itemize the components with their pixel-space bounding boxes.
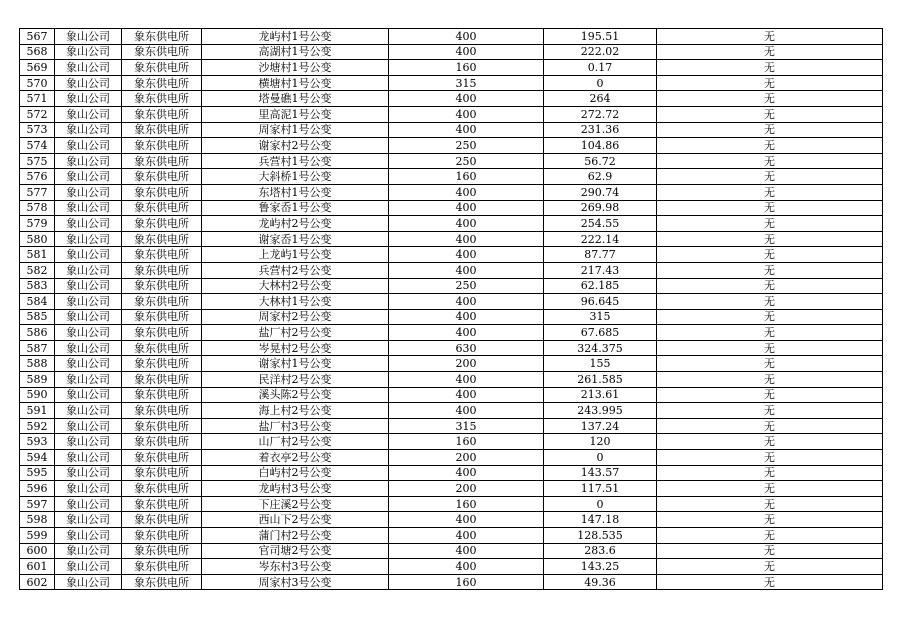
cell-company: 象山公司 — [55, 372, 122, 388]
cell-station: 象东供电所 — [122, 262, 202, 278]
cell-index: 586 — [20, 325, 55, 341]
cell-station: 象东供电所 — [122, 356, 202, 372]
cell-capacity: 400 — [389, 231, 544, 247]
cell-station: 象东供电所 — [122, 138, 202, 154]
cell-company: 象山公司 — [55, 418, 122, 434]
cell-value: 67.685 — [544, 325, 657, 341]
cell-note: 无 — [657, 372, 883, 388]
cell-company: 象山公司 — [55, 75, 122, 91]
cell-note: 无 — [657, 356, 883, 372]
cell-note: 无 — [657, 184, 883, 200]
table-row — [20, 418, 883, 434]
cell-transformer-name: 大林村1号公变 — [202, 294, 389, 310]
cell-station: 象东供电所 — [122, 231, 202, 247]
cell-capacity: 400 — [389, 309, 544, 325]
table-row — [20, 216, 883, 232]
cell-value: 324.375 — [544, 340, 657, 356]
table-row — [20, 91, 883, 107]
cell-station: 象东供电所 — [122, 309, 202, 325]
table-row — [20, 559, 883, 575]
cell-capacity: 400 — [389, 91, 544, 107]
cell-company: 象山公司 — [55, 465, 122, 481]
cell-value: 290.74 — [544, 184, 657, 200]
cell-capacity: 400 — [389, 372, 544, 388]
table-row — [20, 278, 883, 294]
cell-index: 598 — [20, 512, 55, 528]
table-row — [20, 528, 883, 544]
cell-capacity: 400 — [389, 262, 544, 278]
cell-value: 62.9 — [544, 169, 657, 185]
cell-value: 195.51 — [544, 29, 657, 45]
cell-index: 580 — [20, 231, 55, 247]
cell-transformer-name: 鲁家岙1号公变 — [202, 200, 389, 216]
cell-transformer-name: 塔曼礁1号公变 — [202, 91, 389, 107]
cell-company: 象山公司 — [55, 60, 122, 76]
cell-value: 104.86 — [544, 138, 657, 154]
cell-value: 231.36 — [544, 122, 657, 138]
cell-note: 无 — [657, 418, 883, 434]
table-row — [20, 387, 883, 403]
cell-transformer-name: 里高泥1号公变 — [202, 106, 389, 122]
cell-index: 594 — [20, 450, 55, 466]
table-row — [20, 543, 883, 559]
table-row — [20, 403, 883, 419]
cell-capacity: 250 — [389, 138, 544, 154]
cell-company: 象山公司 — [55, 356, 122, 372]
cell-capacity: 400 — [389, 29, 544, 45]
table-row — [20, 512, 883, 528]
cell-transformer-name: 盐厂村2号公变 — [202, 325, 389, 341]
cell-station: 象东供电所 — [122, 372, 202, 388]
cell-transformer-name: 兵营村2号公变 — [202, 262, 389, 278]
cell-index: 569 — [20, 60, 55, 76]
cell-station: 象东供电所 — [122, 91, 202, 107]
cell-station: 象东供电所 — [122, 184, 202, 200]
cell-station: 象东供电所 — [122, 528, 202, 544]
cell-capacity: 160 — [389, 60, 544, 76]
table-row — [20, 262, 883, 278]
cell-station: 象东供电所 — [122, 216, 202, 232]
cell-index: 571 — [20, 91, 55, 107]
table-row — [20, 574, 883, 590]
cell-note: 无 — [657, 138, 883, 154]
cell-note: 无 — [657, 29, 883, 45]
cell-index: 592 — [20, 418, 55, 434]
table-row — [20, 294, 883, 310]
cell-note: 无 — [657, 247, 883, 263]
cell-station: 象东供电所 — [122, 29, 202, 45]
cell-note: 无 — [657, 309, 883, 325]
cell-index: 593 — [20, 434, 55, 450]
cell-note: 无 — [657, 574, 883, 590]
cell-value: 283.6 — [544, 543, 657, 559]
cell-note: 无 — [657, 153, 883, 169]
cell-index: 582 — [20, 262, 55, 278]
cell-company: 象山公司 — [55, 434, 122, 450]
table-row — [20, 44, 883, 60]
cell-station: 象东供电所 — [122, 418, 202, 434]
cell-station: 象东供电所 — [122, 465, 202, 481]
table-row — [20, 29, 883, 45]
cell-index: 590 — [20, 387, 55, 403]
cell-station: 象东供电所 — [122, 169, 202, 185]
cell-company: 象山公司 — [55, 543, 122, 559]
cell-transformer-name: 岑晃村2号公变 — [202, 340, 389, 356]
table-row — [20, 309, 883, 325]
cell-station: 象东供电所 — [122, 512, 202, 528]
cell-capacity: 630 — [389, 340, 544, 356]
cell-note: 无 — [657, 60, 883, 76]
cell-value: 117.51 — [544, 481, 657, 497]
cell-index: 589 — [20, 372, 55, 388]
cell-value: 272.72 — [544, 106, 657, 122]
cell-transformer-name: 蒲门村2号公变 — [202, 528, 389, 544]
table-row — [20, 231, 883, 247]
cell-value: 254.55 — [544, 216, 657, 232]
cell-note: 无 — [657, 403, 883, 419]
cell-index: 591 — [20, 403, 55, 419]
cell-transformer-name: 西山下2号公变 — [202, 512, 389, 528]
cell-station: 象东供电所 — [122, 247, 202, 263]
cell-company: 象山公司 — [55, 153, 122, 169]
cell-transformer-name: 兵营村1号公变 — [202, 153, 389, 169]
cell-note: 无 — [657, 450, 883, 466]
cell-company: 象山公司 — [55, 29, 122, 45]
cell-index: 585 — [20, 309, 55, 325]
cell-station: 象东供电所 — [122, 403, 202, 419]
cell-company: 象山公司 — [55, 184, 122, 200]
table-row — [20, 434, 883, 450]
table-row — [20, 184, 883, 200]
cell-index: 583 — [20, 278, 55, 294]
cell-company: 象山公司 — [55, 574, 122, 590]
cell-transformer-name: 沙塘村1号公变 — [202, 60, 389, 76]
table-row — [20, 496, 883, 512]
cell-company: 象山公司 — [55, 403, 122, 419]
cell-station: 象东供电所 — [122, 278, 202, 294]
table-row — [20, 153, 883, 169]
cell-station: 象东供电所 — [122, 387, 202, 403]
cell-station: 象东供电所 — [122, 325, 202, 341]
cell-capacity: 400 — [389, 200, 544, 216]
cell-note: 无 — [657, 559, 883, 575]
cell-index: 567 — [20, 29, 55, 45]
cell-capacity: 400 — [389, 465, 544, 481]
cell-capacity: 160 — [389, 574, 544, 590]
cell-transformer-name: 东塔村1号公变 — [202, 184, 389, 200]
cell-transformer-name: 官司塘2号公变 — [202, 543, 389, 559]
cell-company: 象山公司 — [55, 387, 122, 403]
cell-capacity: 400 — [389, 216, 544, 232]
cell-company: 象山公司 — [55, 106, 122, 122]
table-row — [20, 450, 883, 466]
cell-index: 568 — [20, 44, 55, 60]
cell-company: 象山公司 — [55, 325, 122, 341]
cell-capacity: 200 — [389, 450, 544, 466]
table-row — [20, 340, 883, 356]
transformer-table — [19, 28, 883, 590]
cell-transformer-name: 周家村2号公变 — [202, 309, 389, 325]
cell-value: 0 — [544, 75, 657, 91]
cell-value: 261.585 — [544, 372, 657, 388]
cell-company: 象山公司 — [55, 278, 122, 294]
cell-value: 0 — [544, 496, 657, 512]
table-row — [20, 200, 883, 216]
cell-company: 象山公司 — [55, 559, 122, 575]
cell-capacity: 400 — [389, 294, 544, 310]
cell-value: 0 — [544, 450, 657, 466]
cell-index: 595 — [20, 465, 55, 481]
table-row — [20, 481, 883, 497]
cell-company: 象山公司 — [55, 91, 122, 107]
cell-note: 无 — [657, 496, 883, 512]
cell-company: 象山公司 — [55, 169, 122, 185]
cell-station: 象东供电所 — [122, 75, 202, 91]
table-row — [20, 169, 883, 185]
cell-value: 128.535 — [544, 528, 657, 544]
cell-note: 无 — [657, 75, 883, 91]
cell-transformer-name: 大林村2号公变 — [202, 278, 389, 294]
cell-company: 象山公司 — [55, 200, 122, 216]
cell-capacity: 315 — [389, 75, 544, 91]
cell-note: 无 — [657, 387, 883, 403]
cell-company: 象山公司 — [55, 496, 122, 512]
cell-value: 264 — [544, 91, 657, 107]
cell-note: 无 — [657, 543, 883, 559]
cell-transformer-name: 下庄溪2号公变 — [202, 496, 389, 512]
cell-capacity: 250 — [389, 153, 544, 169]
cell-company: 象山公司 — [55, 262, 122, 278]
cell-station: 象东供电所 — [122, 44, 202, 60]
cell-station: 象东供电所 — [122, 153, 202, 169]
cell-value: 137.24 — [544, 418, 657, 434]
cell-capacity: 400 — [389, 528, 544, 544]
cell-note: 无 — [657, 481, 883, 497]
cell-company: 象山公司 — [55, 450, 122, 466]
table-row — [20, 75, 883, 91]
cell-capacity: 160 — [389, 434, 544, 450]
cell-transformer-name: 上龙屿1号公变 — [202, 247, 389, 263]
cell-company: 象山公司 — [55, 294, 122, 310]
cell-company: 象山公司 — [55, 122, 122, 138]
cell-index: 584 — [20, 294, 55, 310]
cell-capacity: 400 — [389, 543, 544, 559]
cell-capacity: 400 — [389, 184, 544, 200]
cell-value: 243.995 — [544, 403, 657, 419]
cell-index: 570 — [20, 75, 55, 91]
cell-station: 象东供电所 — [122, 294, 202, 310]
cell-note: 无 — [657, 122, 883, 138]
cell-transformer-name: 民洋村2号公变 — [202, 372, 389, 388]
table-row — [20, 138, 883, 154]
cell-note: 无 — [657, 465, 883, 481]
cell-note: 无 — [657, 278, 883, 294]
cell-transformer-name: 盐厂村3号公变 — [202, 418, 389, 434]
cell-value: 315 — [544, 309, 657, 325]
cell-company: 象山公司 — [55, 340, 122, 356]
cell-value: 155 — [544, 356, 657, 372]
cell-capacity: 400 — [389, 325, 544, 341]
cell-index: 577 — [20, 184, 55, 200]
cell-index: 602 — [20, 574, 55, 590]
cell-transformer-name: 谢家村2号公变 — [202, 138, 389, 154]
cell-note: 无 — [657, 434, 883, 450]
cell-note: 无 — [657, 231, 883, 247]
cell-index: 600 — [20, 543, 55, 559]
cell-transformer-name: 着衣亭2号公变 — [202, 450, 389, 466]
cell-index: 599 — [20, 528, 55, 544]
cell-value: 0.17 — [544, 60, 657, 76]
cell-capacity: 400 — [389, 122, 544, 138]
cell-capacity: 200 — [389, 356, 544, 372]
cell-station: 象东供电所 — [122, 200, 202, 216]
table-row — [20, 60, 883, 76]
cell-transformer-name: 白屿村2号公变 — [202, 465, 389, 481]
cell-capacity: 315 — [389, 418, 544, 434]
cell-value: 143.25 — [544, 559, 657, 575]
cell-transformer-name: 海上村2号公变 — [202, 403, 389, 419]
cell-capacity: 400 — [389, 403, 544, 419]
cell-value: 147.18 — [544, 512, 657, 528]
table-row — [20, 372, 883, 388]
cell-capacity: 400 — [389, 106, 544, 122]
table-row — [20, 465, 883, 481]
cell-index: 601 — [20, 559, 55, 575]
cell-transformer-name: 横塘村1号公变 — [202, 75, 389, 91]
cell-company: 象山公司 — [55, 528, 122, 544]
cell-value: 62.185 — [544, 278, 657, 294]
cell-value: 87.77 — [544, 247, 657, 263]
cell-transformer-name: 龙屿村2号公变 — [202, 216, 389, 232]
cell-value: 143.57 — [544, 465, 657, 481]
cell-note: 无 — [657, 340, 883, 356]
cell-note: 无 — [657, 325, 883, 341]
cell-value: 213.61 — [544, 387, 657, 403]
cell-note: 无 — [657, 528, 883, 544]
cell-value: 96.645 — [544, 294, 657, 310]
cell-transformer-name: 谢家岙1号公变 — [202, 231, 389, 247]
cell-transformer-name: 大斜桥1号公变 — [202, 169, 389, 185]
cell-index: 575 — [20, 153, 55, 169]
cell-company: 象山公司 — [55, 481, 122, 497]
cell-value: 120 — [544, 434, 657, 450]
cell-capacity: 200 — [389, 481, 544, 497]
cell-capacity: 250 — [389, 278, 544, 294]
table-row — [20, 106, 883, 122]
table-row — [20, 325, 883, 341]
table-body — [20, 29, 883, 590]
cell-station: 象东供电所 — [122, 574, 202, 590]
cell-capacity: 160 — [389, 169, 544, 185]
cell-company: 象山公司 — [55, 44, 122, 60]
cell-station: 象东供电所 — [122, 60, 202, 76]
cell-note: 无 — [657, 169, 883, 185]
cell-note: 无 — [657, 91, 883, 107]
cell-index: 573 — [20, 122, 55, 138]
cell-note: 无 — [657, 512, 883, 528]
cell-value: 56.72 — [544, 153, 657, 169]
cell-station: 象东供电所 — [122, 543, 202, 559]
cell-capacity: 400 — [389, 559, 544, 575]
cell-company: 象山公司 — [55, 512, 122, 528]
cell-transformer-name: 周家村1号公变 — [202, 122, 389, 138]
cell-index: 596 — [20, 481, 55, 497]
cell-company: 象山公司 — [55, 231, 122, 247]
cell-index: 574 — [20, 138, 55, 154]
cell-value: 269.98 — [544, 200, 657, 216]
cell-transformer-name: 溪头陈2号公变 — [202, 387, 389, 403]
cell-station: 象东供电所 — [122, 122, 202, 138]
cell-transformer-name: 谢家村1号公变 — [202, 356, 389, 372]
cell-station: 象东供电所 — [122, 450, 202, 466]
cell-station: 象东供电所 — [122, 559, 202, 575]
cell-index: 597 — [20, 496, 55, 512]
cell-index: 588 — [20, 356, 55, 372]
cell-value: 222.14 — [544, 231, 657, 247]
cell-transformer-name: 山厂村2号公变 — [202, 434, 389, 450]
cell-capacity: 400 — [389, 44, 544, 60]
cell-company: 象山公司 — [55, 247, 122, 263]
cell-transformer-name: 周家村3号公变 — [202, 574, 389, 590]
cell-company: 象山公司 — [55, 138, 122, 154]
cell-index: 572 — [20, 106, 55, 122]
cell-capacity: 400 — [389, 247, 544, 263]
cell-index: 576 — [20, 169, 55, 185]
cell-index: 587 — [20, 340, 55, 356]
cell-transformer-name: 岑东村3号公变 — [202, 559, 389, 575]
table-row — [20, 247, 883, 263]
cell-company: 象山公司 — [55, 216, 122, 232]
table-row — [20, 356, 883, 372]
cell-transformer-name: 龙屿村1号公变 — [202, 29, 389, 45]
cell-note: 无 — [657, 106, 883, 122]
cell-note: 无 — [657, 262, 883, 278]
cell-note: 无 — [657, 44, 883, 60]
cell-value: 49.36 — [544, 574, 657, 590]
cell-note: 无 — [657, 294, 883, 310]
cell-value: 222.02 — [544, 44, 657, 60]
cell-capacity: 160 — [389, 496, 544, 512]
cell-company: 象山公司 — [55, 309, 122, 325]
cell-station: 象东供电所 — [122, 434, 202, 450]
cell-station: 象东供电所 — [122, 496, 202, 512]
cell-index: 581 — [20, 247, 55, 263]
cell-capacity: 400 — [389, 512, 544, 528]
cell-note: 无 — [657, 216, 883, 232]
cell-note: 无 — [657, 200, 883, 216]
cell-transformer-name: 高湖村1号公变 — [202, 44, 389, 60]
cell-station: 象东供电所 — [122, 481, 202, 497]
cell-index: 578 — [20, 200, 55, 216]
cell-index: 579 — [20, 216, 55, 232]
cell-station: 象东供电所 — [122, 106, 202, 122]
cell-capacity: 400 — [389, 387, 544, 403]
cell-station: 象东供电所 — [122, 340, 202, 356]
cell-transformer-name: 龙屿村3号公变 — [202, 481, 389, 497]
cell-value: 217.43 — [544, 262, 657, 278]
table-row — [20, 122, 883, 138]
